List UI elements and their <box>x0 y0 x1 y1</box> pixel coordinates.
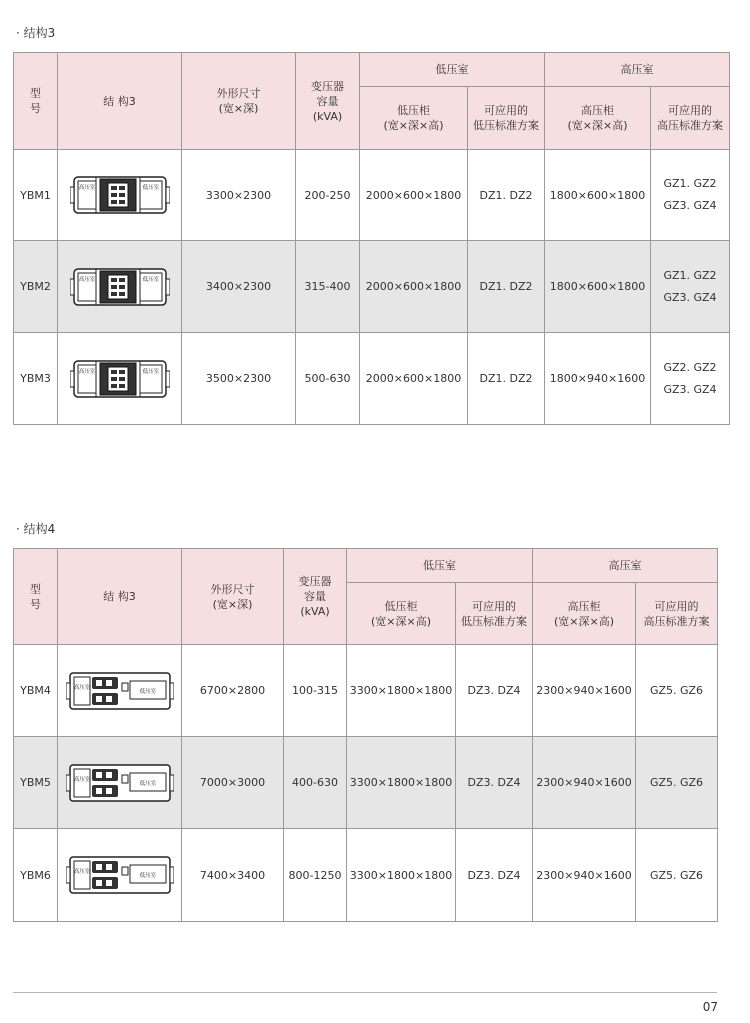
lv-cabinet-cell: 3300×1800×1800 <box>347 737 456 829</box>
lv-scheme-cell: DZ1. DZ2 <box>468 150 545 241</box>
hv-cabinet-cell: 1800×940×1600 <box>545 333 651 425</box>
structure-diagram <box>58 333 182 425</box>
layout-diagram-icon <box>70 167 170 223</box>
model-cell: YBM3 <box>14 333 58 425</box>
dimensions-cell: 3400×2300 <box>182 241 296 333</box>
diagram-lv-label: 低压室 <box>139 688 156 695</box>
header-hv-cabinet: 高压柜 (宽×深×高) <box>533 583 636 645</box>
table-row <box>14 150 730 241</box>
dimensions-cell: 3500×2300 <box>182 333 296 425</box>
header-hv-cabinet: 高压柜 (宽×深×高) <box>545 87 651 150</box>
dimensions-cell: 6700×2800 <box>182 645 284 737</box>
diagram-lv-label: 低压室 <box>139 780 156 787</box>
layout-diagram-icon <box>70 259 170 315</box>
model-cell: YBM6 <box>14 829 58 922</box>
dimensions-cell: 3300×2300 <box>182 150 296 241</box>
header-lv-cabinet: 低压柜 (宽×深×高) <box>360 87 468 150</box>
header-hv-room: 高压室 <box>533 549 718 583</box>
section-title: · 结构4 <box>16 522 56 536</box>
diagram-hv-label: 高压室 <box>78 368 95 375</box>
header-lv-room: 低压室 <box>360 53 545 87</box>
lv-cabinet-cell: 3300×1800×1800 <box>347 829 456 922</box>
table-row <box>14 645 718 737</box>
table-row <box>14 333 730 425</box>
header-dimensions: 外形尺寸 (宽×深) <box>182 53 296 150</box>
hv-cabinet-cell: 2300×940×1600 <box>533 737 636 829</box>
section-title: · 结构3 <box>16 26 56 40</box>
hv-cabinet-cell: 2300×940×1600 <box>533 829 636 922</box>
diagram-lv-label: 低压室 <box>142 276 159 283</box>
hv-scheme-cell: GZ1. GZ2 GZ3. GZ4 <box>651 241 730 333</box>
spec-table-structure3 <box>13 52 730 425</box>
header-structure: 结 构3 <box>58 53 182 150</box>
structure-diagram <box>58 241 182 333</box>
hv-scheme-cell: GZ2. GZ2 GZ3. GZ4 <box>651 333 730 425</box>
capacity-cell: 800-1250 <box>284 829 347 922</box>
hv-scheme-cell: GZ5. GZ6 <box>636 829 718 922</box>
lv-scheme-cell: DZ3. DZ4 <box>456 645 533 737</box>
layout-diagram-icon <box>66 669 174 713</box>
header-hv-room: 高压室 <box>545 53 730 87</box>
layout-diagram-icon <box>66 761 174 805</box>
diagram-hv-label: 高压室 <box>73 869 90 875</box>
lv-scheme-cell: DZ1. DZ2 <box>468 241 545 333</box>
header-capacity: 变压器 容量 (kVA) <box>284 549 347 645</box>
table-row <box>14 737 718 829</box>
model-cell: YBM4 <box>14 645 58 737</box>
page-number: 07 <box>702 1000 718 1014</box>
capacity-cell: 315-400 <box>296 241 360 333</box>
layout-diagram-icon <box>70 351 170 407</box>
diagram-lv-label: 低压室 <box>139 873 156 879</box>
model-cell: YBM2 <box>14 241 58 333</box>
table-row <box>14 829 718 922</box>
header-hv-scheme: 可应用的 高压标准方案 <box>636 583 718 645</box>
hv-scheme-cell: GZ5. GZ6 <box>636 737 718 829</box>
lv-cabinet-cell: 3300×1800×1800 <box>347 645 456 737</box>
structure-diagram <box>58 150 182 241</box>
diagram-lv-label: 低压室 <box>142 368 159 375</box>
lv-cabinet-cell: 2000×600×1800 <box>360 333 468 425</box>
table-row <box>14 241 730 333</box>
hv-scheme-cell: GZ5. GZ6 <box>636 645 718 737</box>
header-model: 型 号 <box>14 53 58 150</box>
model-cell: YBM5 <box>14 737 58 829</box>
hv-cabinet-cell: 1800×600×1800 <box>545 150 651 241</box>
layout-diagram-icon <box>66 853 174 897</box>
lv-cabinet-cell: 2000×600×1800 <box>360 150 468 241</box>
diagram-hv-label: 高压室 <box>78 185 95 191</box>
capacity-cell: 100-315 <box>284 645 347 737</box>
header-structure: 结 构3 <box>58 549 182 645</box>
structure-diagram <box>58 737 182 829</box>
diagram-hv-label: 高压室 <box>73 684 90 691</box>
footer-divider <box>13 992 717 993</box>
diagram-hv-label: 高压室 <box>78 276 95 283</box>
capacity-cell: 500-630 <box>296 333 360 425</box>
capacity-cell: 400-630 <box>284 737 347 829</box>
header-lv-room: 低压室 <box>347 549 533 583</box>
model-cell: YBM1 <box>14 150 58 241</box>
dimensions-cell: 7000×3000 <box>182 737 284 829</box>
lv-scheme-cell: DZ3. DZ4 <box>456 737 533 829</box>
hv-cabinet-cell: 1800×600×1800 <box>545 241 651 333</box>
structure-diagram <box>58 645 182 737</box>
hv-scheme-cell: GZ1. GZ2 GZ3. GZ4 <box>651 150 730 241</box>
capacity-cell: 200-250 <box>296 150 360 241</box>
spec-table-structure4 <box>13 548 718 922</box>
dimensions-cell: 7400×3400 <box>182 829 284 922</box>
header-lv-scheme: 可应用的 低压标准方案 <box>468 87 545 150</box>
header-dimensions: 外形尺寸 (宽×深) <box>182 549 284 645</box>
header-model: 型 号 <box>14 549 58 645</box>
hv-cabinet-cell: 2300×940×1600 <box>533 645 636 737</box>
structure-diagram <box>58 829 182 922</box>
header-lv-cabinet: 低压柜 (宽×深×高) <box>347 583 456 645</box>
diagram-lv-label: 低压室 <box>142 185 159 191</box>
header-capacity: 变压器 容量 (kVA) <box>296 53 360 150</box>
header-hv-scheme: 可应用的 高压标准方案 <box>651 87 730 150</box>
diagram-hv-label: 高压室 <box>73 776 90 783</box>
lv-scheme-cell: DZ3. DZ4 <box>456 829 533 922</box>
lv-cabinet-cell: 2000×600×1800 <box>360 241 468 333</box>
lv-scheme-cell: DZ1. DZ2 <box>468 333 545 425</box>
header-lv-scheme: 可应用的 低压标准方案 <box>456 583 533 645</box>
